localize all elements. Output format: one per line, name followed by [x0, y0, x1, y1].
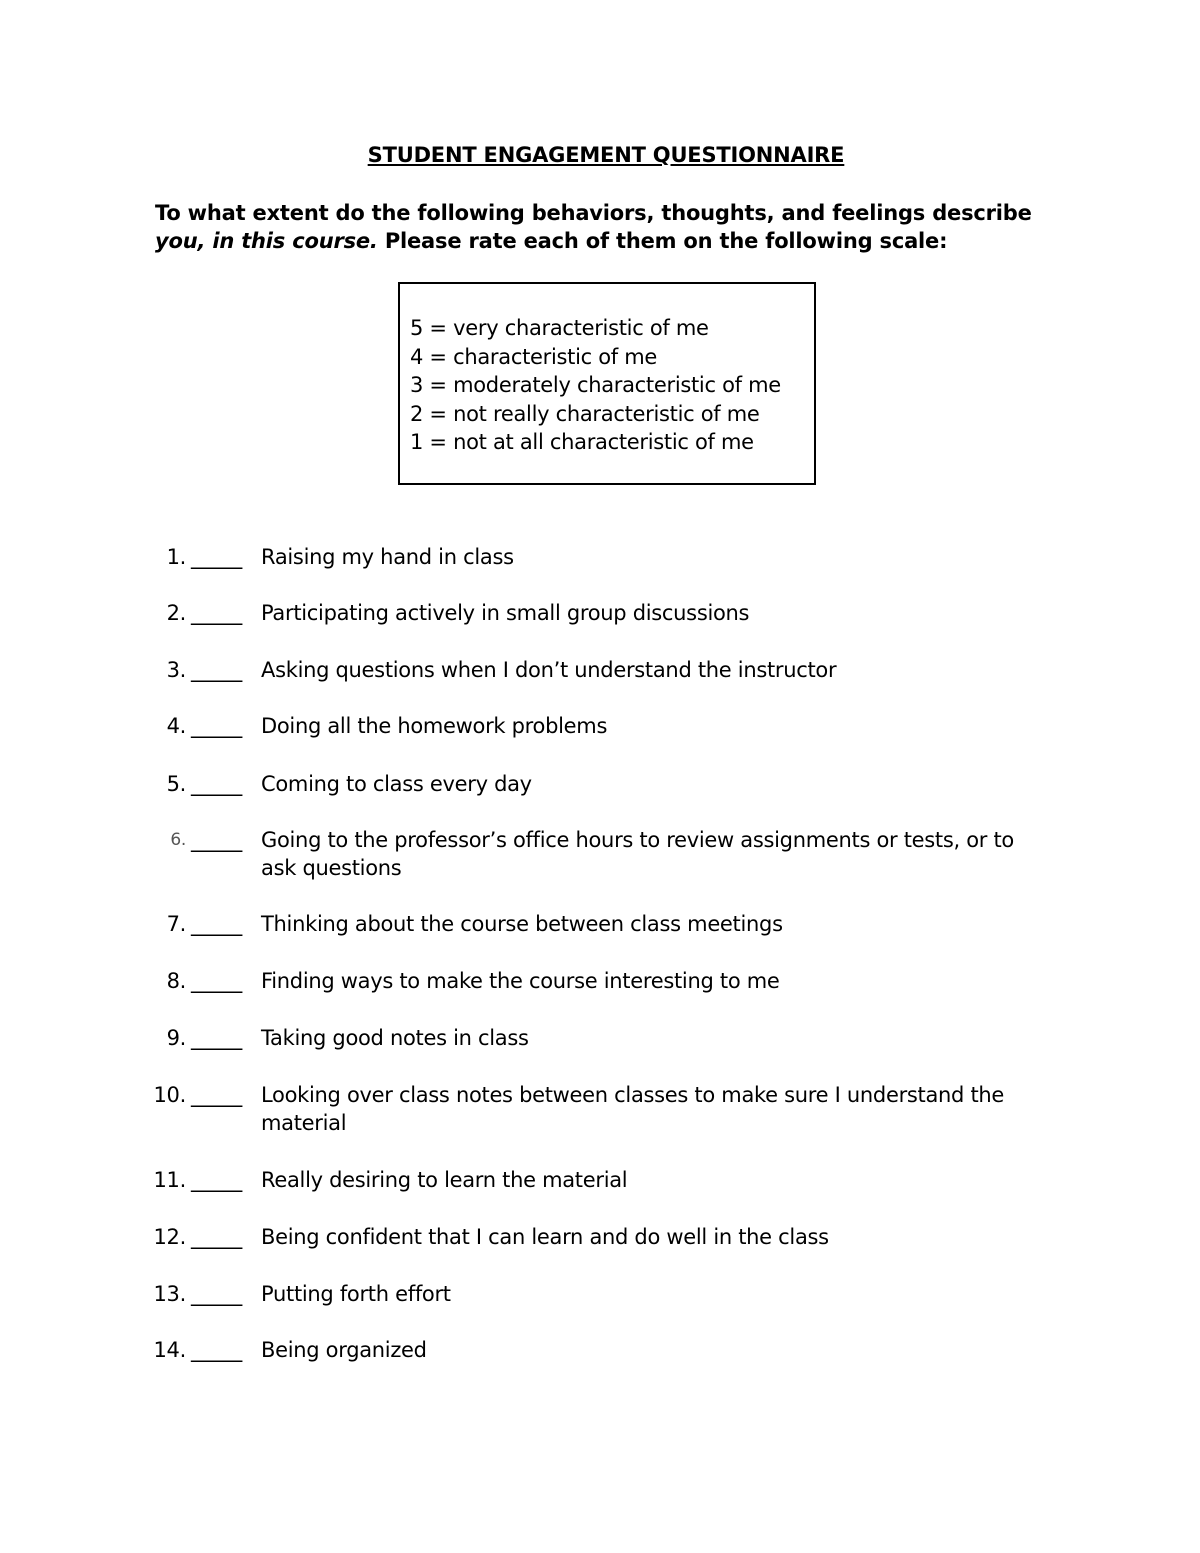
instructions-text: To what extent do the following behaviors, thoughts, and feelings describe — [155, 201, 1032, 225]
rating-blank[interactable]: _____ — [191, 1168, 243, 1192]
rating-blank[interactable]: _____ — [191, 1026, 243, 1050]
question-number: 3. — [166, 658, 186, 682]
question-text: Taking good notes in class — [261, 1026, 529, 1050]
page-title: STUDENT ENGAGEMENT QUESTIONNAIRE — [367, 143, 845, 167]
question-text: Being confident that I can learn and do well in the class — [261, 1225, 829, 1249]
question-number: 11. — [153, 1168, 186, 1192]
rating-blank[interactable]: _____ — [191, 1282, 243, 1306]
instructions-emphasis: you, in this course. — [155, 229, 378, 253]
question-text: Really desiring to learn the material — [261, 1168, 628, 1192]
instructions-text-2: Please rate each of them on the following scale: — [377, 229, 948, 253]
question-number: 9. — [166, 1026, 186, 1050]
scale-item: 1 = not at all characteristic of me — [410, 430, 754, 455]
question-text: Doing all the homework problems — [261, 714, 608, 738]
scale-item: 2 = not really characteristic of me — [410, 401, 760, 426]
question-text: Raising my hand in class — [261, 545, 514, 569]
rating-blank[interactable]: _____ — [191, 658, 243, 682]
scale-item: 4 = characteristic of me — [410, 344, 658, 369]
scale-item: 5 = very characteristic of me — [410, 316, 709, 340]
rating-blank[interactable]: _____ — [191, 969, 243, 993]
question-number: 13. — [153, 1282, 186, 1306]
question-number: 12. — [153, 1225, 186, 1249]
question-number: 14. — [153, 1338, 186, 1362]
question-text: Coming to class every day — [261, 772, 532, 796]
question-text: Being organized — [261, 1338, 427, 1362]
question-number: 7. — [166, 912, 186, 936]
question-number: 6. — [170, 830, 186, 850]
question-text: Putting forth effort — [261, 1282, 451, 1306]
rating-blank[interactable]: _____ — [191, 772, 243, 796]
rating-blank[interactable]: _____ — [191, 1338, 243, 1362]
question-text: Finding ways to make the course interesting to me — [261, 969, 780, 993]
question-number: 4. — [166, 714, 186, 738]
question-text: Asking questions when I don’t understand the instructor — [261, 658, 837, 682]
question-text: Thinking about the course between class meetings — [261, 912, 783, 936]
rating-blank[interactable]: _____ — [191, 545, 243, 569]
rating-blank[interactable]: _____ — [191, 601, 243, 625]
question-text: Looking over class notes between classes to make sure I understand the material — [261, 1083, 1005, 1135]
scale-item: 3 = moderately characteristic of me — [410, 373, 781, 398]
rating-blank[interactable]: _____ — [191, 714, 243, 738]
rating-blank[interactable]: _____ — [191, 1083, 243, 1107]
rating-blank[interactable]: _____ — [191, 1225, 243, 1249]
question-text: Participating actively in small group discussions — [261, 601, 750, 625]
question-text: Going to the professor’s office hours to review assignments or tests, or to ask questions — [261, 828, 1014, 880]
question-number: 1. — [166, 545, 186, 569]
question-number: 5. — [166, 772, 186, 796]
rating-blank[interactable]: _____ — [191, 828, 243, 852]
question-number: 2. — [166, 601, 186, 625]
rating-blank[interactable]: _____ — [191, 912, 243, 936]
question-number: 10. — [153, 1083, 186, 1107]
question-number: 8. — [166, 969, 186, 993]
